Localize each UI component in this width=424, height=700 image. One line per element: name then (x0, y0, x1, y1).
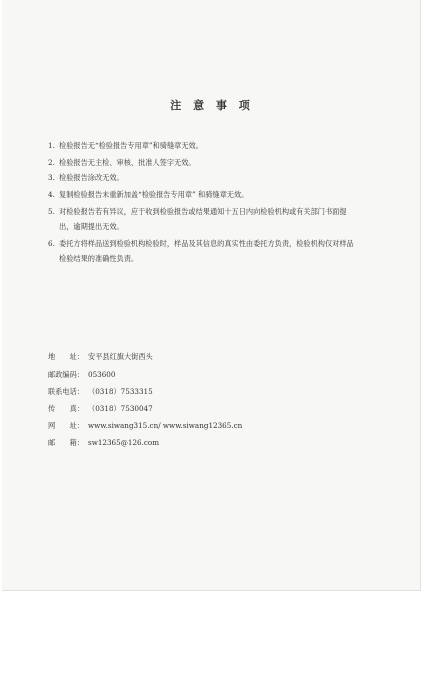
postcode-value: 053600 (88, 370, 116, 379)
note-text: 委托方将样品送到检验机构检验时，样品及其信息的真实性由委托方负责，检验机构仅对样品检验结果的准确性负责。 (59, 239, 354, 263)
address-label: 地 址： (48, 352, 84, 361)
fax-label: 传 真： (48, 404, 84, 413)
note-number: 4. (48, 190, 55, 199)
note-text: 对检验报告若有异议，应于收到检验报告或结果通知十五日内向检验机构或有关部门书面提出，逾期提出无效。 (59, 207, 347, 231)
page-title: 注 意 事 项 (170, 99, 254, 112)
note-text: 检验报告无“检验报告专用章”和骑缝章无效。 (59, 141, 203, 150)
phone-label: 联系电话： (48, 387, 84, 396)
note-text: 复制检验报告未重新加盖“检验报告专用章” 和骑缝章无效。 (59, 190, 249, 199)
document-page (2, 0, 421, 591)
address-row (48, 352, 153, 362)
fax-row (48, 404, 153, 414)
note-number: 1. (48, 141, 55, 150)
email-label: 邮 箱： (48, 438, 84, 447)
note-number: 6. (48, 239, 55, 248)
postcode-label: 邮政编码： (48, 370, 84, 379)
website-value: www.siwang315.cn/ www.siwang12365.cn (88, 421, 243, 430)
address-value: 安平县红旗大街西头 (88, 352, 153, 361)
note-number: 3. (48, 173, 55, 182)
email-row (48, 438, 159, 448)
website-row (48, 421, 242, 431)
note-number: 2. (48, 158, 55, 167)
fax-value: （0318）7530047 (88, 404, 153, 413)
note-number: 5. (48, 207, 55, 216)
note-text: 检验报告无主检、审核、批准人签字无效。 (59, 158, 196, 167)
email-value: sw12365@126.com (88, 438, 160, 447)
website-label: 网 址： (48, 421, 84, 430)
postcode-row (48, 370, 115, 380)
phone-row (48, 387, 153, 397)
note-text: 检验报告涂改无效。 (59, 173, 124, 182)
phone-value: （0318）7533315 (88, 387, 153, 396)
